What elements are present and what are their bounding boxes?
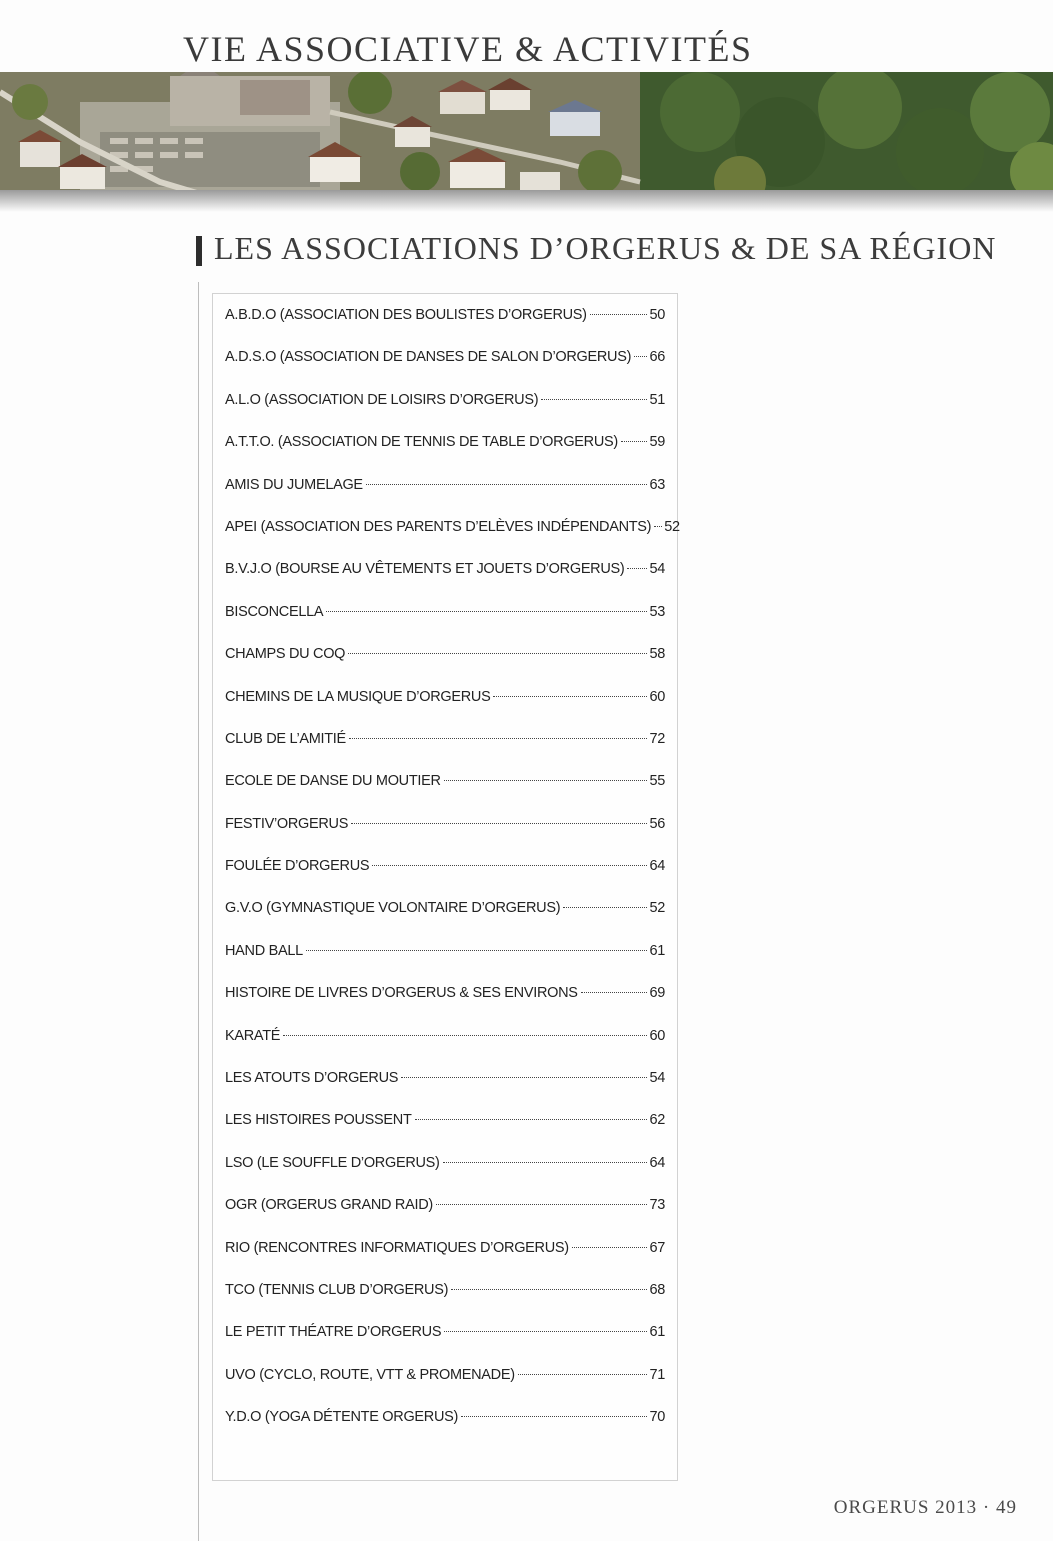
association-name: Y.D.O (YOGA DÉTENTE ORGERUS) bbox=[225, 1409, 459, 1426]
dot-leader bbox=[326, 611, 647, 612]
page-number: 61 bbox=[649, 1324, 665, 1341]
dot-leader bbox=[366, 484, 648, 485]
banner-shadow bbox=[0, 190, 1053, 212]
dot-leader bbox=[563, 907, 647, 908]
association-name: CLUB DE L’AMITIÉ bbox=[225, 730, 346, 747]
dot-leader bbox=[351, 823, 647, 824]
list-item bbox=[225, 1024, 665, 1066]
page-number: 66 bbox=[649, 349, 665, 366]
association-name: LE PETIT THÉATRE D’ORGERUS bbox=[225, 1324, 442, 1341]
list-item bbox=[225, 1108, 665, 1150]
association-name: A.D.S.O (ASSOCIATION DE DANSES DE SALON D’ORGERUS) bbox=[225, 349, 632, 366]
page-number: 69 bbox=[649, 985, 665, 1002]
list-item bbox=[225, 1193, 665, 1235]
list-item bbox=[225, 1363, 665, 1405]
dot-leader bbox=[572, 1247, 648, 1248]
list-item bbox=[225, 685, 665, 727]
association-name: LSO (LE SOUFFLE D’ORGERUS) bbox=[225, 1154, 440, 1171]
association-name: KARATÉ bbox=[225, 1027, 281, 1044]
list-item bbox=[225, 939, 665, 981]
dot-leader bbox=[590, 314, 648, 315]
dot-leader bbox=[581, 992, 648, 993]
associations-list bbox=[225, 303, 680, 1448]
list-item bbox=[225, 600, 665, 642]
dot-leader bbox=[518, 1374, 648, 1375]
list-item bbox=[225, 812, 665, 854]
page-number: 61 bbox=[649, 942, 665, 959]
page-number: 64 bbox=[649, 1154, 665, 1171]
page-number: 64 bbox=[649, 858, 665, 875]
association-name: RIO (RENCONTRES INFORMATIQUES D’ORGERUS) bbox=[225, 1239, 569, 1256]
heading-accent-bar bbox=[196, 236, 202, 266]
association-name: B.V.J.O (BOURSE AU VÊTEMENTS ET JOUETS D’ORGERUS) bbox=[225, 561, 625, 578]
dot-leader bbox=[436, 1204, 648, 1205]
association-name: CHEMINS DE LA MUSIQUE D’ORGERUS bbox=[225, 688, 491, 705]
page-number: 58 bbox=[649, 646, 665, 663]
list-item bbox=[225, 896, 665, 938]
dot-leader bbox=[634, 356, 647, 357]
page-heading: LES ASSOCIATIONS D’ORGERUS & DE SA RÉGION bbox=[214, 230, 997, 266]
section-title: VIE ASSOCIATIVE & ACTIVITÉS bbox=[183, 29, 753, 69]
association-name: LES HISTOIRES POUSSENT bbox=[225, 1112, 412, 1129]
list-item bbox=[225, 1236, 665, 1278]
list-item bbox=[225, 388, 665, 430]
list-item bbox=[225, 345, 665, 387]
page-number: 68 bbox=[649, 1281, 665, 1298]
dot-leader bbox=[444, 780, 648, 781]
dot-leader bbox=[444, 1331, 647, 1332]
association-name: OGR (ORGERUS GRAND RAID) bbox=[225, 1197, 433, 1214]
page-number: 71 bbox=[649, 1366, 665, 1383]
list-item bbox=[225, 1066, 665, 1108]
page-number: 52 bbox=[649, 900, 665, 917]
association-name: A.T.T.O. (ASSOCIATION DE TENNIS DE TABLE D’ORGERUS) bbox=[225, 434, 618, 451]
association-name: CHAMPS DU COQ bbox=[225, 646, 346, 663]
association-name: A.L.O (ASSOCIATION DE LOISIRS D’ORGERUS) bbox=[225, 391, 539, 408]
page-number: 60 bbox=[649, 688, 665, 705]
association-name: ECOLE DE DANSE DU MOUTIER bbox=[225, 773, 441, 790]
association-name: APEI (ASSOCIATION DES PARENTS D’ELÈVES INDÉPENDANTS) bbox=[225, 518, 652, 535]
page-number: 50 bbox=[649, 307, 665, 323]
aerial-village-photo bbox=[0, 72, 1053, 194]
page-number: 67 bbox=[649, 1239, 665, 1256]
dot-leader bbox=[283, 1035, 647, 1036]
list-item bbox=[225, 854, 665, 896]
dot-leader bbox=[401, 1077, 647, 1078]
association-name: HISTOIRE DE LIVRES D’ORGERUS & SES ENVIRONS bbox=[225, 985, 578, 1002]
dot-leader bbox=[306, 950, 648, 951]
page-number: 63 bbox=[649, 476, 665, 493]
list-item bbox=[225, 473, 665, 515]
dot-leader bbox=[415, 1119, 648, 1120]
association-name: UVO (CYCLO, ROUTE, VTT & PROMENADE) bbox=[225, 1366, 515, 1383]
dot-leader bbox=[451, 1289, 647, 1290]
page-number: 56 bbox=[649, 815, 665, 832]
list-item bbox=[225, 557, 665, 599]
list-item bbox=[225, 1151, 665, 1193]
page-number: 53 bbox=[649, 603, 665, 620]
dot-leader bbox=[461, 1416, 647, 1417]
list-item bbox=[225, 430, 665, 472]
list-item bbox=[225, 769, 665, 811]
page-number: 72 bbox=[649, 730, 665, 747]
dot-leader bbox=[372, 865, 647, 866]
list-item bbox=[225, 1320, 665, 1362]
association-name: FOULÉE D’ORGERUS bbox=[225, 858, 370, 875]
association-name: HAND BALL bbox=[225, 942, 303, 959]
list-item bbox=[225, 981, 665, 1023]
association-name: AMIS DU JUMELAGE bbox=[225, 476, 363, 493]
list-item bbox=[225, 303, 665, 345]
page-number: 59 bbox=[649, 434, 665, 451]
page-number: 54 bbox=[649, 1070, 665, 1087]
dot-leader bbox=[627, 568, 647, 569]
association-name: BISCONCELLA bbox=[225, 603, 324, 620]
page-number: 62 bbox=[649, 1112, 665, 1129]
list-item bbox=[225, 1278, 665, 1320]
page-number: 54 bbox=[649, 561, 665, 578]
association-name: A.B.D.O (ASSOCIATION DES BOULISTES D’ORGERUS) bbox=[225, 307, 587, 323]
dot-leader bbox=[348, 653, 647, 654]
association-name: TCO (TENNIS CLUB D’ORGERUS) bbox=[225, 1281, 449, 1298]
dot-leader bbox=[493, 696, 647, 697]
dot-leader bbox=[541, 399, 647, 400]
dot-leader bbox=[349, 738, 648, 739]
dot-leader bbox=[621, 441, 648, 442]
associations-index bbox=[212, 293, 678, 1481]
dot-leader bbox=[443, 1162, 648, 1163]
list-item bbox=[225, 727, 665, 769]
association-name: G.V.O (GYMNASTIQUE VOLONTAIRE D’ORGERUS) bbox=[225, 900, 561, 917]
list-item bbox=[225, 515, 680, 557]
page-number: 60 bbox=[649, 1027, 665, 1044]
page-number: 51 bbox=[649, 391, 665, 408]
margin-rule bbox=[198, 282, 199, 1541]
page-number: 55 bbox=[649, 773, 665, 790]
association-name: FESTIV’ORGERUS bbox=[225, 815, 349, 832]
dot-leader bbox=[654, 526, 662, 527]
page-number: 73 bbox=[649, 1197, 665, 1214]
list-item bbox=[225, 642, 665, 684]
page-number: 70 bbox=[649, 1409, 665, 1426]
list-item bbox=[225, 1405, 665, 1447]
page-footer: ORGERUS 2013 · 49 bbox=[833, 1497, 1017, 1518]
association-name: LES ATOUTS D’ORGERUS bbox=[225, 1070, 399, 1087]
page-number: 52 bbox=[664, 518, 680, 535]
